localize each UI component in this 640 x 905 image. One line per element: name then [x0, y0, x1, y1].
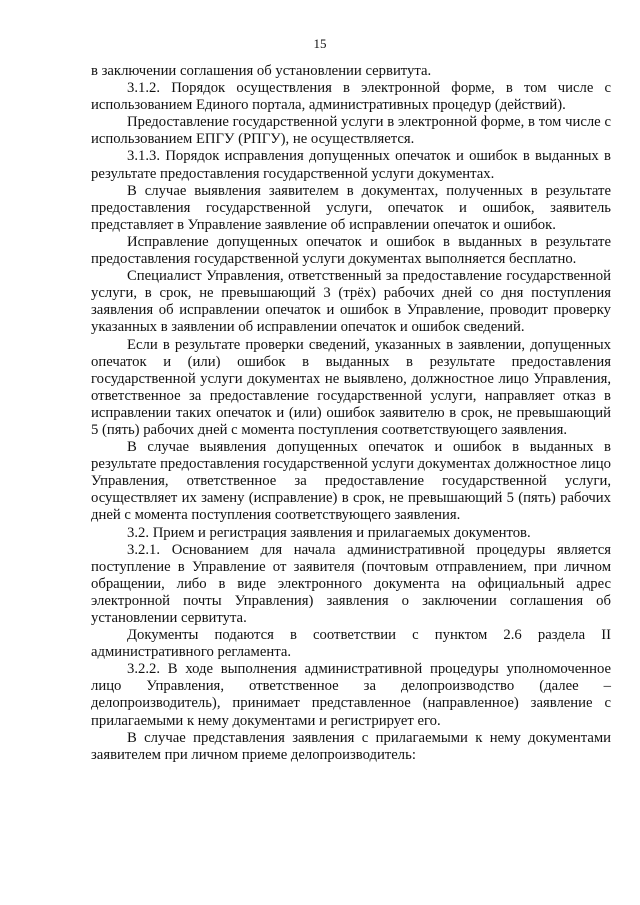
paragraph: В случае выявления допущенных опечаток и ошибок в выданных в результате предоставления государственной услуги документах должностное лицо Управления, ответственное за предоставление государственной услуги, осуществляет их замену (исправление) в срок, не превышающий 5 (пять) рабочих дней с момента поступления соответствующего заявления.	[91, 439, 611, 524]
paragraph: 3.2. Прием и регистрация заявления и прилагаемых документов.	[127, 524, 531, 541]
page-number: 15	[313, 36, 327, 51]
paragraph: 3.1.3. Порядок исправления допущенных опечаток и ошибок в выданных в результате предоставления государственной услуги документах.	[91, 148, 611, 182]
paragraph: Документы подаются в соответствии с пунктом 2.6 раздела II административного регламента.	[91, 627, 611, 661]
paragraph: В случае представления заявления с прилагаемыми к нему документами заявителем при личном приеме делопроизводитель:	[91, 729, 611, 763]
paragraph: 3.1.2. Порядок осуществления в электронной форме, в том числе с использованием Единого портала, административных процедур (действий).	[91, 80, 611, 114]
paragraph: В случае выявления заявителем в документах, полученных в результате предоставления государственной услуги, опечаток и ошибок, заявитель представляет в Управление заявление об исправлении опечаток и ошибок.	[91, 182, 611, 233]
paragraph: 3.2.1. Основанием для начала административной процедуры является поступление в Управление от заявителя (почтовым отправлением, при личном обращении, либо в виде электронного документа на официальный адрес электронной почты Управления) заявления о заключении соглашения об установлении сервитута.	[91, 541, 611, 626]
paragraph: Исправление допущенных опечаток и ошибок в выданных в результате предоставления государственной услуги документах выполняется бесплатно.	[91, 233, 611, 268]
paragraph: Предоставление государственной услуги в электронной форме, в том числе с использованием ЕПГУ (РПГУ), не осуществляется.	[91, 114, 611, 148]
paragraph: Специалист Управления, ответственный за предоставление государственной услуги, в срок, не превышающий 3 (трёх) рабочих дней со дня поступления заявления об исправлении опечаток и ошибок в Управление, проводит проверку указанных в заявлении об исправлении опечаток и ошибок сведений.	[91, 268, 611, 336]
document-body	[91, 63, 611, 764]
paragraph: Если в результате проверки сведений, указанных в заявлении, допущенных опечаток и (или) ошибок в выданных в результате предоставления государственной услуги документах не выявлено, должностное лицо Управления, ответственное за предоставление государственной услуги, направляет отказ в исправлении таких опечаток и (или) ошибок заявителю в срок, не превышающий 5 (пять) рабочих дней с момента поступления соответствующего заявления.	[91, 336, 611, 438]
paragraph: в заключении соглашения об установлении сервитута.	[91, 63, 432, 79]
paragraph: 3.2.2. В ходе выполнения административной процедуры уполномоченное лицо Управления, ответственное за делопроизводство (далее – делопроизводитель), принимает представленное (направленное) заявление с прилагаемыми к нему документами и регистрирует его.	[91, 661, 611, 729]
